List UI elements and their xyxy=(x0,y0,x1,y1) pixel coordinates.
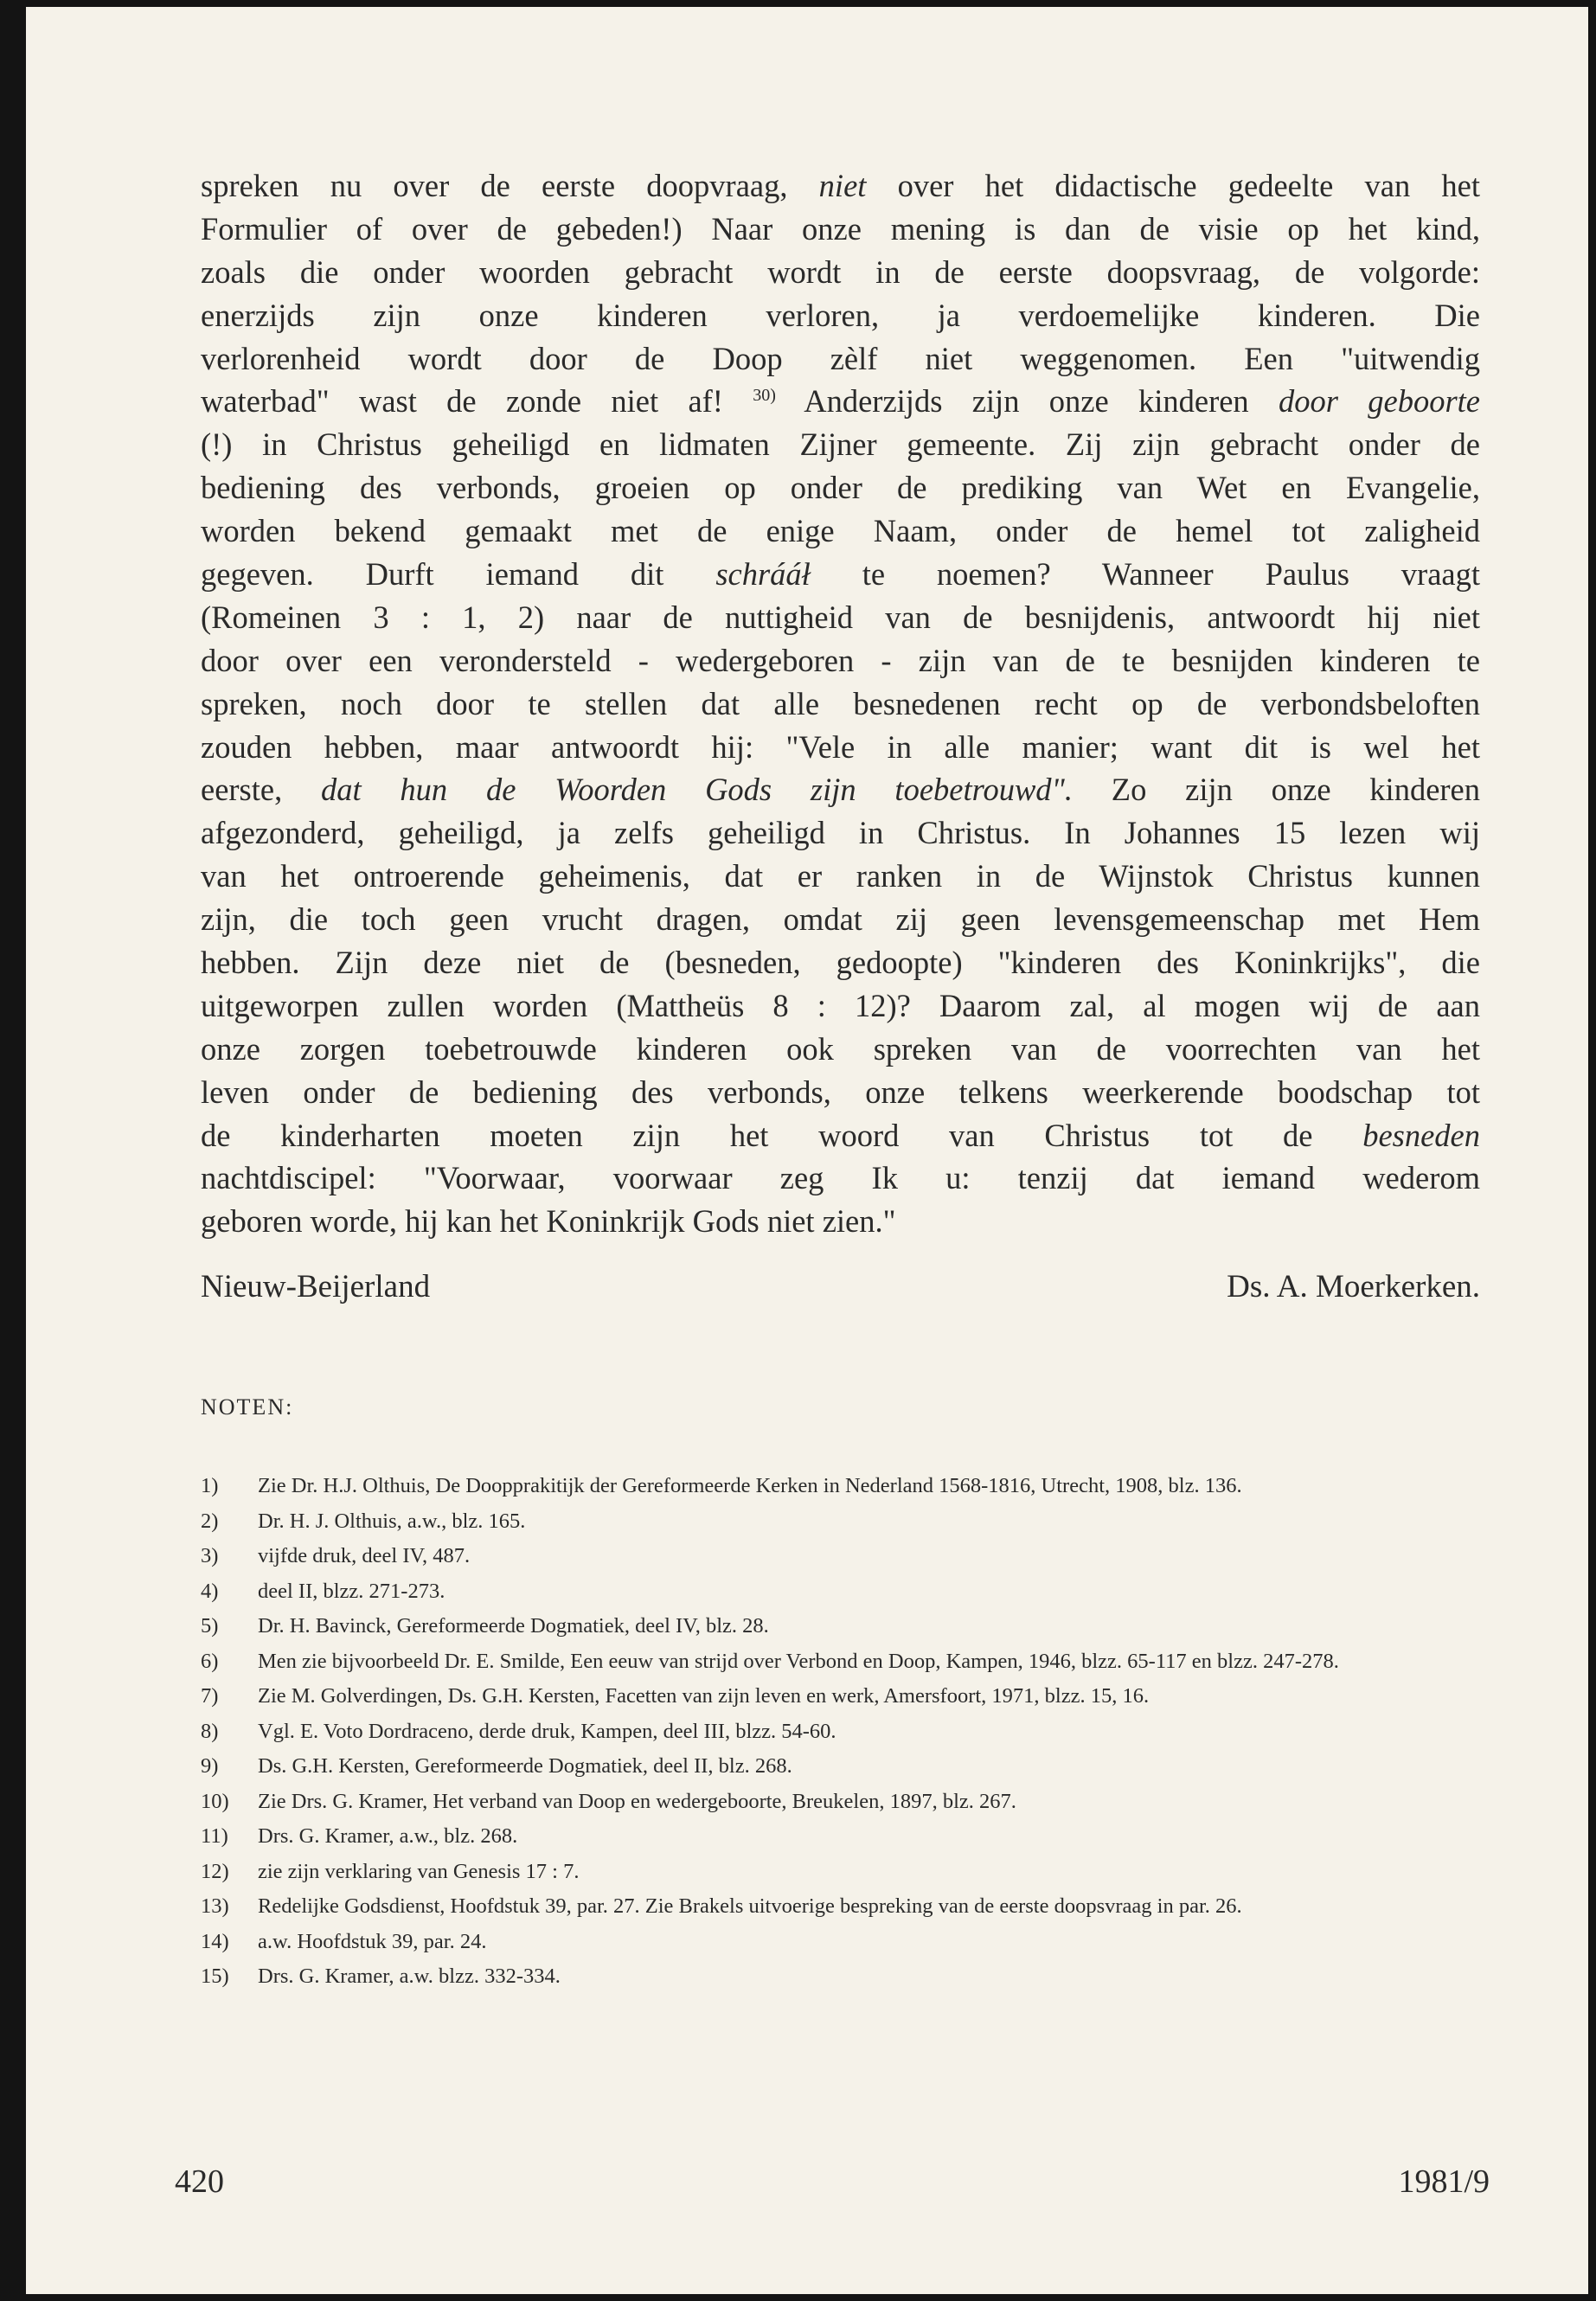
note-number: 1) xyxy=(201,1474,219,1497)
notes-heading: NOTEN: xyxy=(201,1394,294,1420)
italic-text: niet xyxy=(818,168,867,203)
note-text: Dr. H. J. Olthuis, a.w., blz. 165. xyxy=(258,1509,526,1533)
note-number: 10) xyxy=(201,1789,229,1813)
text-run: te noemen? Wanneer Paulus vraagt xyxy=(810,556,1480,593)
note-text: a.w. Hoofdstuk 39, par. 24. xyxy=(258,1929,487,1953)
text-run: (Romeinen 3 : 1, 2) naar de nuttigheid van de besnijdenis, antwoordt hij niet xyxy=(201,599,1480,635)
signature-line xyxy=(201,1268,1480,1305)
body-line xyxy=(201,164,1480,208)
note-text: Drs. G. Kramer, a.w., blz. 268. xyxy=(258,1824,518,1848)
body-line xyxy=(201,1200,1480,1243)
footnote-reference: 30) xyxy=(753,386,776,406)
body-line xyxy=(201,683,1480,726)
note-item xyxy=(201,1539,1480,1574)
page-number: 420 xyxy=(175,2163,224,2200)
text-run: nachtdiscipel: "Voorwaar, voorwaar zeg Ik u: tenzij dat iemand wederom xyxy=(201,1160,1480,1196)
text-run: Formulier of over de gebeden!) Naar onze mening is dan de visie op het kind, xyxy=(201,210,1480,247)
note-item xyxy=(201,1889,1480,1925)
text-run: spreken nu over de eerste doopvraag, xyxy=(201,168,819,203)
text-run: zoals die onder woorden gebracht wordt in de eerste doopsvraag, de volgorde: xyxy=(201,253,1480,290)
text-run: verlorenheid wordt door de Doop zèlf niet weggenomen. Een "uitwendig xyxy=(201,340,1480,376)
body-line xyxy=(201,726,1480,769)
text-run: afgezonderd, geheiligd, ja zelfs geheiligd in Christus. In Johannes 15 lezen wij xyxy=(201,815,1480,851)
body-line xyxy=(201,423,1480,466)
note-number: 2) xyxy=(201,1509,219,1533)
text-run: door over een verondersteld - wedergeboren - zijn van de te besnijden kinderen te xyxy=(201,642,1480,678)
text-run: over het didactische gedeelte van het xyxy=(866,168,1480,203)
body-line xyxy=(201,1071,1480,1114)
body-line xyxy=(201,768,1480,811)
italic-text: dat hun de Woorden Gods zijn toebetrouwd". xyxy=(321,772,1074,808)
note-text: Men zie bijvoorbeeld Dr. E. Smilde, Een eeuw van strijd over Verbond en Doop, Kampen, 1946, blzz. 65-117 en blzz. 247-278. xyxy=(258,1649,1339,1673)
body-line xyxy=(201,1157,1480,1200)
text-run: zouden hebben, maar antwoordt hij: "Vele in alle manier; want dit is wel het xyxy=(201,728,1480,765)
text-run: van het ontroerende geheimenis, dat er ranken in de Wijnstok Christus kunnen xyxy=(201,858,1480,894)
text-run: (!) in Christus geheiligd en lidmaten Zijner gemeente. Zij zijn gebracht onder de xyxy=(201,426,1480,463)
note-text: vijfde druk, deel IV, 487. xyxy=(258,1544,471,1567)
body-text xyxy=(201,164,1480,1243)
text-run: worden bekend gemaakt met de enige Naam, onder de hemel tot zaligheid xyxy=(201,513,1480,549)
note-number: 7) xyxy=(201,1684,219,1708)
note-item xyxy=(201,1469,1480,1504)
text-run: de kinderharten moeten zijn het woord van Christus tot de xyxy=(201,1117,1363,1153)
italic-text: schrááł xyxy=(715,556,811,593)
text-run: waterbad" wast de zonde niet af! xyxy=(201,383,753,420)
signature-author: Ds. A. Moerkerken. xyxy=(1227,1269,1480,1304)
body-line xyxy=(201,898,1480,941)
note-item xyxy=(201,1819,1480,1855)
note-item xyxy=(201,1855,1480,1890)
body-line xyxy=(201,855,1480,898)
note-item xyxy=(201,1785,1480,1820)
text-run: gegeven. Durft iemand dit xyxy=(201,556,716,593)
note-text: Dr. H. Bavinck, Gereformeerde Dogmatiek, deel IV, blz. 28. xyxy=(258,1614,769,1638)
note-item xyxy=(201,1644,1480,1680)
body-line xyxy=(201,553,1480,596)
italic-text: door geboorte xyxy=(1278,383,1480,420)
issue-number: 1981/9 xyxy=(1398,2163,1490,2200)
body-line xyxy=(201,337,1480,381)
note-item xyxy=(201,1749,1480,1785)
note-number: 8) xyxy=(201,1719,219,1743)
note-item xyxy=(201,1609,1480,1644)
note-text: deel II, blzz. 271-273. xyxy=(258,1579,445,1603)
note-text: Zie Dr. H.J. Olthuis, De Doopprakitijk der Gereformeerde Kerken in Nederland 1568-1816, Utrecht, 1908, blz. 136. xyxy=(258,1474,1242,1497)
body-line xyxy=(201,251,1480,294)
body-line xyxy=(201,811,1480,855)
note-number: 11) xyxy=(201,1824,228,1848)
note-item xyxy=(201,1574,1480,1610)
note-text: Drs. G. Kramer, a.w. blzz. 332-334. xyxy=(258,1965,561,1988)
note-text: Zie M. Golverdingen, Ds. G.H. Kersten, Facetten van zijn leven en werk, Amersfoort, 1971, blzz. 15, 16. xyxy=(258,1684,1150,1708)
note-number: 6) xyxy=(201,1649,219,1673)
text-run: leven onder de bediening des verbonds, onze telkens weerkerende boodschap tot xyxy=(201,1074,1480,1110)
note-item xyxy=(201,1925,1480,1960)
body-line xyxy=(201,466,1480,510)
body-line xyxy=(201,941,1480,984)
text-run: onze zorgen toebetrouwde kinderen ook spreken van de voorrechten van het xyxy=(201,1030,1480,1067)
body-line xyxy=(201,639,1480,683)
note-number: 13) xyxy=(201,1894,229,1918)
italic-text: besneden xyxy=(1362,1117,1480,1153)
note-item xyxy=(201,1679,1480,1715)
text-run: geboren worde, hij kan het Koninkrijk Gods niet zien." xyxy=(201,1203,896,1240)
text-run: bediening des verbonds, groeien op onder de prediking van Wet en Evangelie, xyxy=(201,470,1480,506)
body-line xyxy=(201,596,1480,639)
note-text: zie zijn verklaring van Genesis 17 : 7. xyxy=(258,1859,580,1883)
text-run: uitgeworpen zullen worden (Mattheüs 8 : 12)? Daarom zal, al mogen wij de aan xyxy=(201,987,1480,1023)
text-run: hebben. Zijn deze niet de (besneden, gedoopte) "kinderen des Koninkrijks", die xyxy=(201,945,1480,981)
note-text: Zie Drs. G. Kramer, Het verband van Doop en wedergeboorte, Breukelen, 1897, blz. 267. xyxy=(258,1789,1016,1813)
note-number: 5) xyxy=(201,1614,219,1638)
note-text: Vgl. E. Voto Dordraceno, derde druk, Kampen, deel III, blzz. 54-60. xyxy=(258,1719,836,1743)
body-line xyxy=(201,984,1480,1028)
note-number: 12) xyxy=(201,1859,229,1883)
text-run: spreken, noch door te stellen dat alle besnedenen recht op de verbondsbeloften xyxy=(201,685,1480,721)
text-run: Anderzijds zijn onze kinderen xyxy=(775,383,1279,420)
text-run: zijn, die toch geen vrucht dragen, omdat zij geen levensgemeenschap met Hem xyxy=(201,901,1480,938)
body-line xyxy=(201,510,1480,553)
body-line xyxy=(201,1114,1480,1157)
note-number: 14) xyxy=(201,1929,229,1953)
note-number: 15) xyxy=(201,1965,229,1988)
body-line xyxy=(201,380,1480,423)
text-run: enerzijds zijn onze kinderen verloren, ja verdoemelijke kinderen. Die xyxy=(201,297,1480,333)
note-number: 3) xyxy=(201,1544,219,1567)
note-number: 9) xyxy=(201,1754,219,1778)
notes-list xyxy=(201,1469,1480,1995)
note-item xyxy=(201,1959,1480,1995)
signature-place: Nieuw-Beijerland xyxy=(201,1269,431,1304)
note-text: Redelijke Godsdienst, Hoofdstuk 39, par. 27. Zie Brakels uitvoerige bespreking van de eerste doopsvraag in par. 26. xyxy=(258,1894,1242,1918)
note-item xyxy=(201,1504,1480,1540)
text-run: eerste, xyxy=(201,772,322,808)
note-number: 4) xyxy=(201,1579,219,1603)
note-item xyxy=(201,1715,1480,1750)
note-text: Ds. G.H. Kersten, Gereformeerde Dogmatiek, deel II, blz. 268. xyxy=(258,1754,792,1778)
text-run: Zo zijn onze kinderen xyxy=(1073,772,1480,808)
body-line xyxy=(201,208,1480,251)
body-line xyxy=(201,294,1480,337)
document-page xyxy=(26,7,1588,2294)
body-line xyxy=(201,1028,1480,1071)
